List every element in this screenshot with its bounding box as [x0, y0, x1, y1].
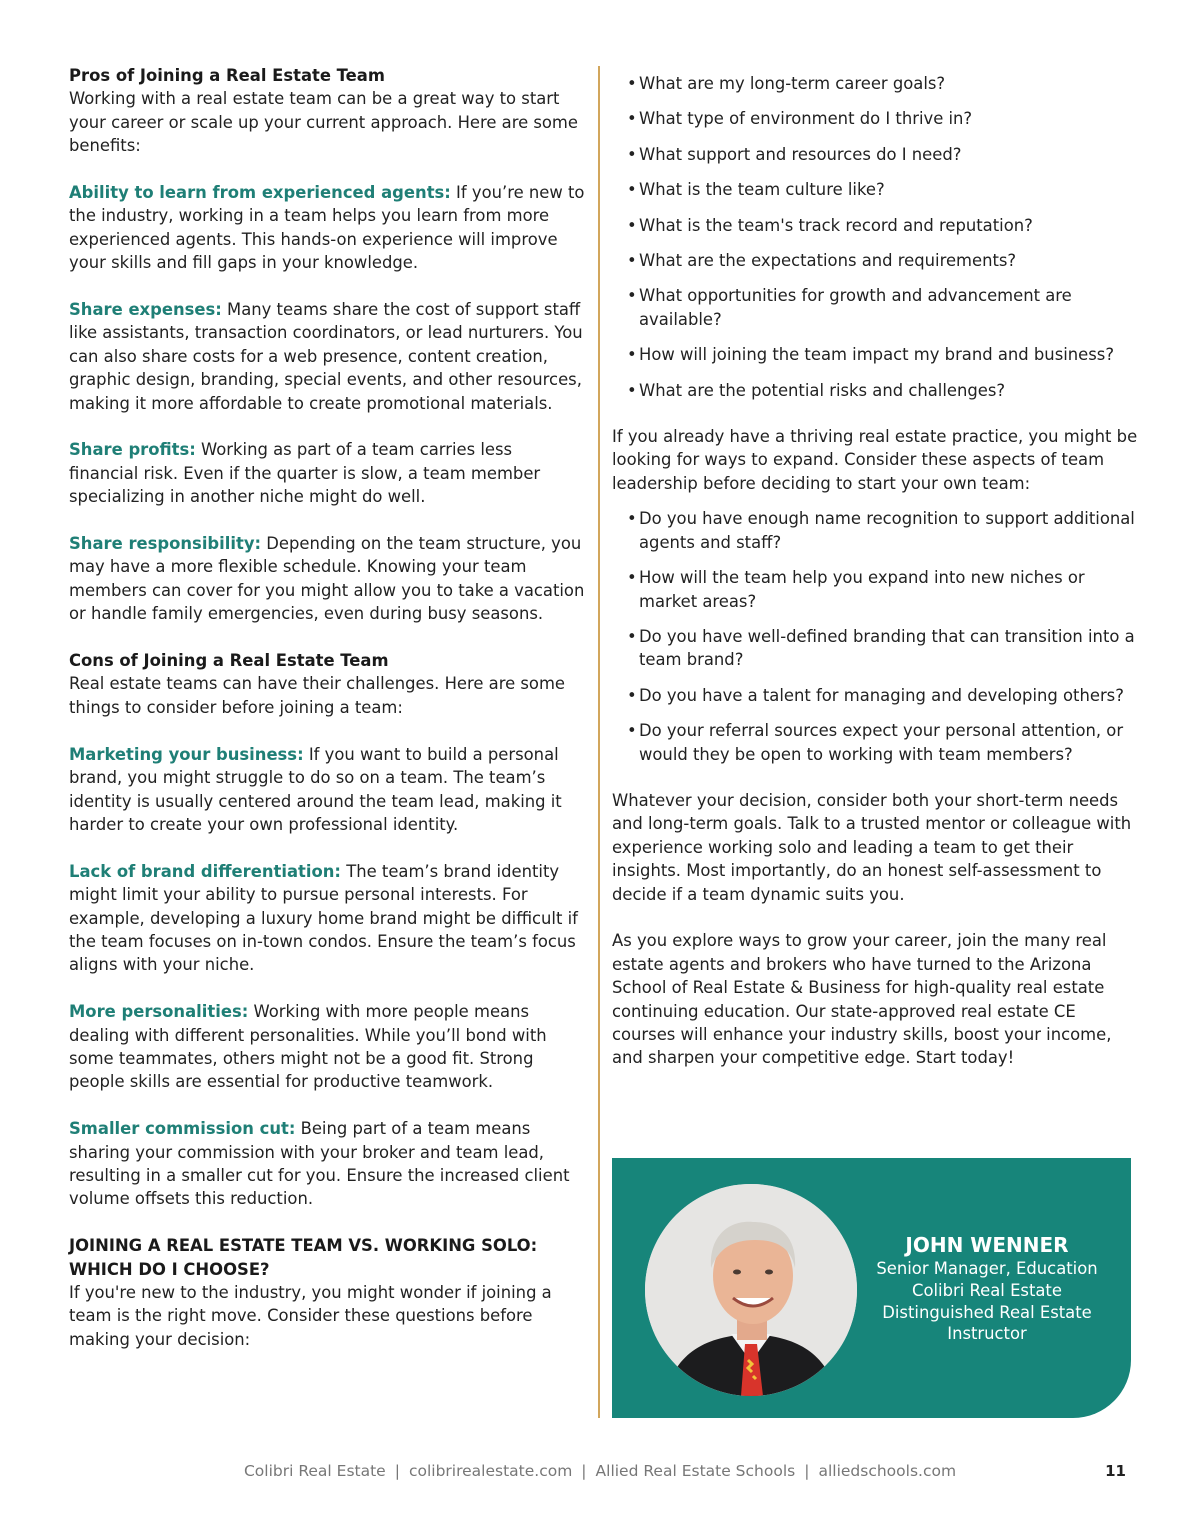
author-photo — [645, 1184, 857, 1396]
bullet-icon: • — [627, 144, 637, 164]
bullet-icon: • — [627, 251, 637, 271]
cons-item-term: More personalities: — [69, 1002, 249, 1022]
list-item — [627, 684, 1142, 707]
list-item-text: What support and resources do I need? — [639, 144, 962, 164]
list-item-text: What are the expectations and requirements? — [639, 251, 1017, 271]
list-item — [627, 143, 1142, 166]
column-divider — [598, 66, 600, 1418]
pros-item — [69, 181, 585, 275]
solo-heading — [69, 1234, 585, 1281]
closing-paragraph: As you explore ways to grow your career, join the many real estate agents and brokers who have turned to the Arizona School of Real Estate & Business for high-quality real estate continuing education. Our state-approved real estate CE courses will enhance your industry skills, boost your income, and sharpen your competitive edge. Start today! — [612, 931, 1112, 1068]
bullet-icon: • — [627, 180, 637, 200]
list-item — [627, 507, 1142, 554]
pros-item-text: Many teams share the cost of support staff like assistants, transaction coordinators, or lead nurturers. You can also share costs for a web presence, content creation, graphic design, branding, special events, and other resources, making it more affordable to create promotional materials. — [69, 300, 583, 413]
bullet-icon: • — [627, 109, 637, 129]
footer-link[interactable]: colibrirealestate.com — [408, 1462, 573, 1480]
list-item-text: What are the potential risks and challenges? — [639, 380, 1006, 400]
pros-item — [69, 438, 585, 508]
cons-item-text: If you want to build a personal brand, you might struggle to do so on a team. The team’s identity is usually centered around the team lead, making it harder to create your own professional identity. — [69, 744, 562, 834]
list-item-text: How will the team help you expand into new niches or market areas? — [639, 568, 1085, 611]
list-item — [627, 566, 1142, 613]
list-item — [627, 625, 1142, 672]
author-portrait-icon — [645, 1184, 857, 1396]
cons-intro: Real estate teams can have their challenges. Here are some things to consider before joining a team: — [69, 674, 565, 717]
cons-item-term: Lack of brand differentiation: — [69, 861, 341, 881]
bullet-icon: • — [627, 509, 637, 529]
cons-item-text: The team’s brand identity might limit your ability to pursue personal interests. For example, developing a luxury home brand might be difficult if the team focuses on in-town condos. Ensure the team’s focus aligns with your niche. — [69, 861, 578, 975]
footer-separator: | — [581, 1462, 587, 1480]
cons-item — [69, 1117, 585, 1211]
list-item-text: What are my long-term career goals? — [639, 74, 946, 93]
author-bio-card — [612, 1158, 1131, 1418]
left-column — [69, 64, 585, 1351]
list-item — [627, 379, 1142, 402]
footer-separator: | — [394, 1462, 400, 1480]
pros-item-text: Working as part of a team carries less financial risk. Even if the quarter is slow, a team member specializing in another niche might do well. — [69, 440, 541, 507]
bullet-icon: • — [627, 286, 637, 306]
pros-item-term: Share profits: — [69, 440, 196, 460]
solo-heading-line1: JOINING A REAL ESTATE TEAM VS. WORKING SOLO: — [69, 1236, 538, 1256]
pros-item-term: Share expenses: — [69, 300, 222, 320]
author-company: Colibri Real Estate — [912, 1280, 1062, 1300]
cons-item-term: Marketing your business: — [69, 744, 304, 764]
list-item — [627, 249, 1142, 272]
pros-item-text: Depending on the team structure, you may have a more flexible schedule. Knowing your team members can cover for you might allow you to take a vacation or handle family emergencies, even during busy seasons. — [69, 534, 585, 624]
list-item-text: What is the team culture like? — [639, 180, 885, 200]
author-name: JOHN WENNER — [905, 1233, 1069, 1257]
pros-heading: Pros of Joining a Real Estate Team — [69, 66, 385, 85]
bullet-icon: • — [627, 345, 637, 365]
list-item-text: Do you have a talent for managing and developing others? — [639, 685, 1124, 705]
page-number: 11 — [1105, 1462, 1126, 1480]
pros-item-term: Share responsibility: — [69, 534, 262, 554]
bullet-icon: • — [627, 685, 637, 705]
list-item-text: How will joining the team impact my brand and business? — [639, 345, 1115, 365]
leadership-questions-list — [612, 507, 1142, 766]
solo-questions-list — [612, 72, 1142, 402]
cons-item-text: Being part of a team means sharing your commission with your broker and team lead, resulting in a smaller cut for you. Ensure the increased client volume offsets this reduction. — [69, 1119, 570, 1209]
solo-heading-line2: WHICH DO I CHOOSE? — [69, 1259, 270, 1279]
footer-item: Allied Real Estate Schools — [595, 1462, 796, 1480]
footer-item: Colibri Real Estate — [243, 1462, 386, 1480]
leadership-intro: If you already have a thriving real estate practice, you might be looking for ways to expand. Consider these aspects of team leadership before deciding to start your own team: — [612, 427, 1138, 493]
cons-item — [69, 743, 585, 837]
author-info — [867, 1232, 1107, 1345]
list-item — [627, 107, 1142, 130]
cons-item — [69, 860, 585, 977]
cons-item — [69, 1000, 585, 1094]
list-item — [627, 178, 1142, 201]
list-item-text: Do you have well-defined branding that can transition into a team brand? — [639, 626, 1135, 670]
list-item-text: Do you have enough name recognition to support additional agents and staff? — [639, 509, 1135, 552]
bullet-icon: • — [627, 721, 637, 741]
page-footer — [0, 1462, 1200, 1480]
cons-item-term: Smaller commission cut: — [69, 1119, 296, 1139]
list-item-text: Do your referral sources expect your personal attention, or would they be open to working with team members? — [639, 721, 1124, 764]
footer-link[interactable]: alliedschools.com — [818, 1462, 957, 1480]
author-role-line2: Instructor — [947, 1324, 1027, 1344]
list-item-text: What is the team's track record and reputation? — [639, 215, 1033, 235]
bullet-icon: • — [627, 215, 637, 235]
bullet-icon: • — [627, 568, 637, 588]
author-title: Senior Manager, Education — [876, 1259, 1098, 1278]
bullet-icon: • — [627, 380, 637, 400]
list-item — [627, 284, 1142, 331]
list-item-text: What type of environment do I thrive in? — [639, 109, 973, 129]
list-item — [627, 72, 1142, 95]
cons-heading: Cons of Joining a Real Estate Team — [69, 651, 389, 671]
decision-paragraph: Whatever your decision, consider both your short-term needs and long-term goals. Talk to a trusted mentor or colleague with experience working solo and leading a team to get their insights. Most importantly, do an honest self-assessment to decide if a team dynamic suits you. — [612, 790, 1132, 904]
bullet-icon: • — [627, 74, 637, 93]
list-item — [627, 719, 1142, 766]
pros-item — [69, 298, 585, 415]
list-item — [627, 343, 1142, 366]
author-role-line1: Distinguished Real Estate — [882, 1302, 1092, 1322]
pros-item-text: If you’re new to the industry, working in a team helps you learn from more experienced agents. This hands-on experience will improve your skills and fill gaps in your knowledge. — [69, 183, 585, 273]
cons-item-text: Working with more people means dealing with different personalities. While you’ll bond with some teammates, others might not be a good fit. Strong people skills are essential for productive teamwork. — [69, 1002, 547, 1092]
list-item — [627, 214, 1142, 237]
pros-intro: Working with a real estate team can be a great way to start your career or scale up your current approach. Here are some benefits: — [69, 89, 578, 156]
footer-separator: | — [804, 1462, 810, 1480]
solo-intro: If you're new to the industry, you might wonder if joining a team is the right move. Consider these questions before making your decision: — [69, 1282, 552, 1349]
pros-item — [69, 532, 585, 626]
list-item-text: What opportunities for growth and advancement are available? — [639, 286, 1072, 329]
right-column — [612, 72, 1142, 1093]
bullet-icon: • — [627, 626, 637, 646]
pros-item-term: Ability to learn from experienced agents: — [69, 183, 451, 203]
